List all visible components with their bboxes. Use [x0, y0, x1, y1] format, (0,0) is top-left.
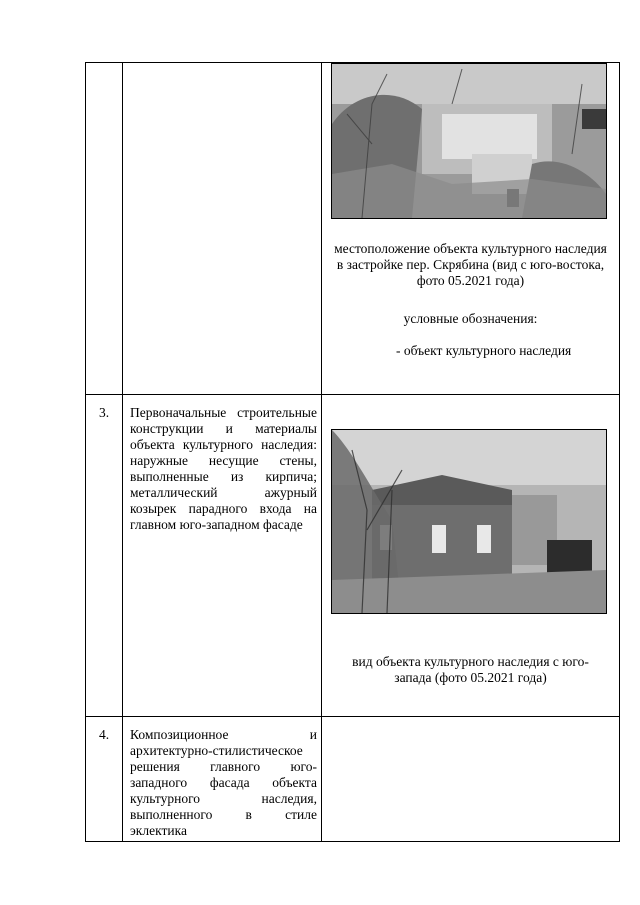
row-number: 4. [86, 717, 123, 842]
legend-title: условные обозначения: [403, 311, 538, 326]
location-photo-image [332, 64, 606, 218]
legend-item: - объект культурного наследия [396, 343, 572, 358]
table-row [86, 395, 620, 717]
row-description: Композиционное и архитектурно-стилистическое решения главного юго-западного фасада объекта культурного наследия, выполненного в стиле эклектика [123, 717, 322, 842]
row-photo-cell [322, 395, 620, 717]
facade-photo-image [332, 430, 606, 613]
row-photo-cell [322, 717, 620, 842]
facade-photo [331, 429, 607, 614]
row-number [86, 63, 123, 395]
row-photo-cell [322, 63, 620, 395]
table-row [86, 717, 620, 842]
row-description: Первоначальные строительные конструкции и материалы объекта культурного наследия: наружные несущие стены, выполненные из кирпича; металлический ажурный козырек парадного входа на главном юго-западном фасаде [123, 395, 322, 717]
table-row [86, 63, 620, 395]
row-number: 3. [86, 395, 123, 717]
location-photo [331, 63, 607, 219]
heritage-table [85, 62, 620, 842]
photo-caption: вид объекта культурного наследия с юго-запада (фото 05.2021 года) [352, 654, 589, 685]
row-description [123, 63, 322, 395]
photo-caption: местоположение объекта культурного наследия в застройке пер. Скрябина (вид с юго-востока, фото 05.2021 года) [334, 241, 607, 288]
